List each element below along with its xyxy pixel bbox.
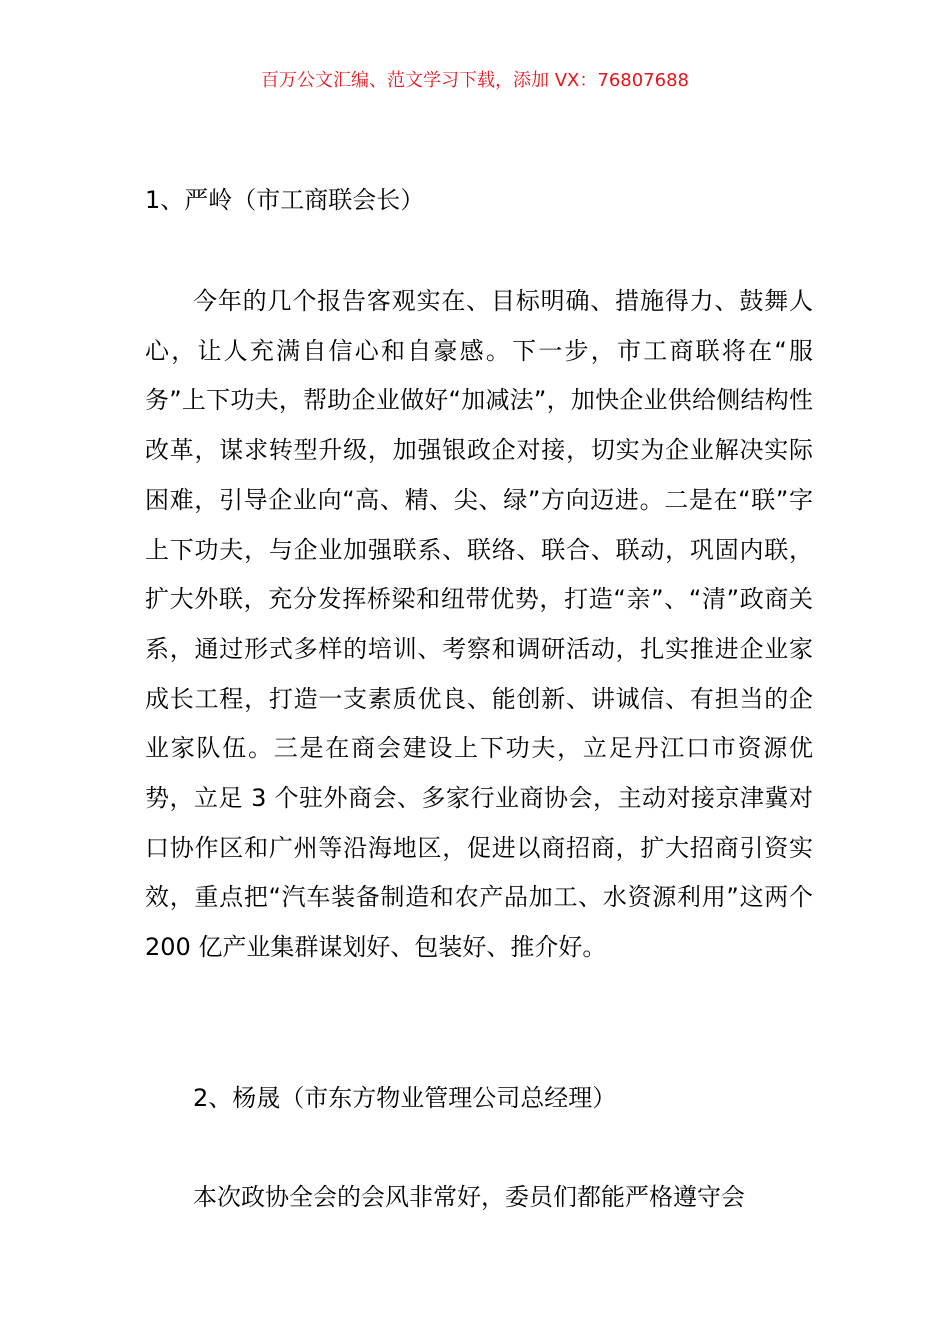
header-note: 百万公文汇编、范文学习下载，添加 VX：76807688 [261,70,689,91]
section-paragraph-1: 今年的几个报告客观实在、目标明确、措施得力、鼓舞人心，让人充满自信心和自豪感。下一步，市工商联将在“服务”上下功夫，帮助企业做好“加减法”，加快企业供给侧结构性改革，谋求转型升级，加强银政企对接，切实为企业解决实际困难，引导企业向“高、精、尖、绿”方向迈进。二是在“联”字上下功夫，与企业加强联系、联络、联合、联动，巩固内联，扩大外联，充分发挥桥梁和纽带优势，打造“亲”、“清”政商关系，通过形式多样的培训、考察和调研活动，扎实推进企业家成长工程，打造一支素质优良、能创新、讲诚信、有担当的企业家队伍。三是在商会建设上下功夫，立足丹江口市资源优势，立足 3 个驻外商会、多家行业商协会，主动对接京津冀对口协作区和广州等沿海地区，促进以商招商，扩大招商引资实效，重点把“汽车装备制造和农产品加工、水资源利用”这两个 200 亿产业集群谋划好、包装好、推介好。 [145,287,813,962]
section-heading-2: 2、杨晟（市东方物业管理公司总经理） [193,1084,617,1112]
section-heading-1: 1、严岭（市工商联会长） [145,186,425,214]
section-paragraph-2: 本次政协全会的会风非常好，委员们都能严格遵守会 [193,1183,745,1211]
